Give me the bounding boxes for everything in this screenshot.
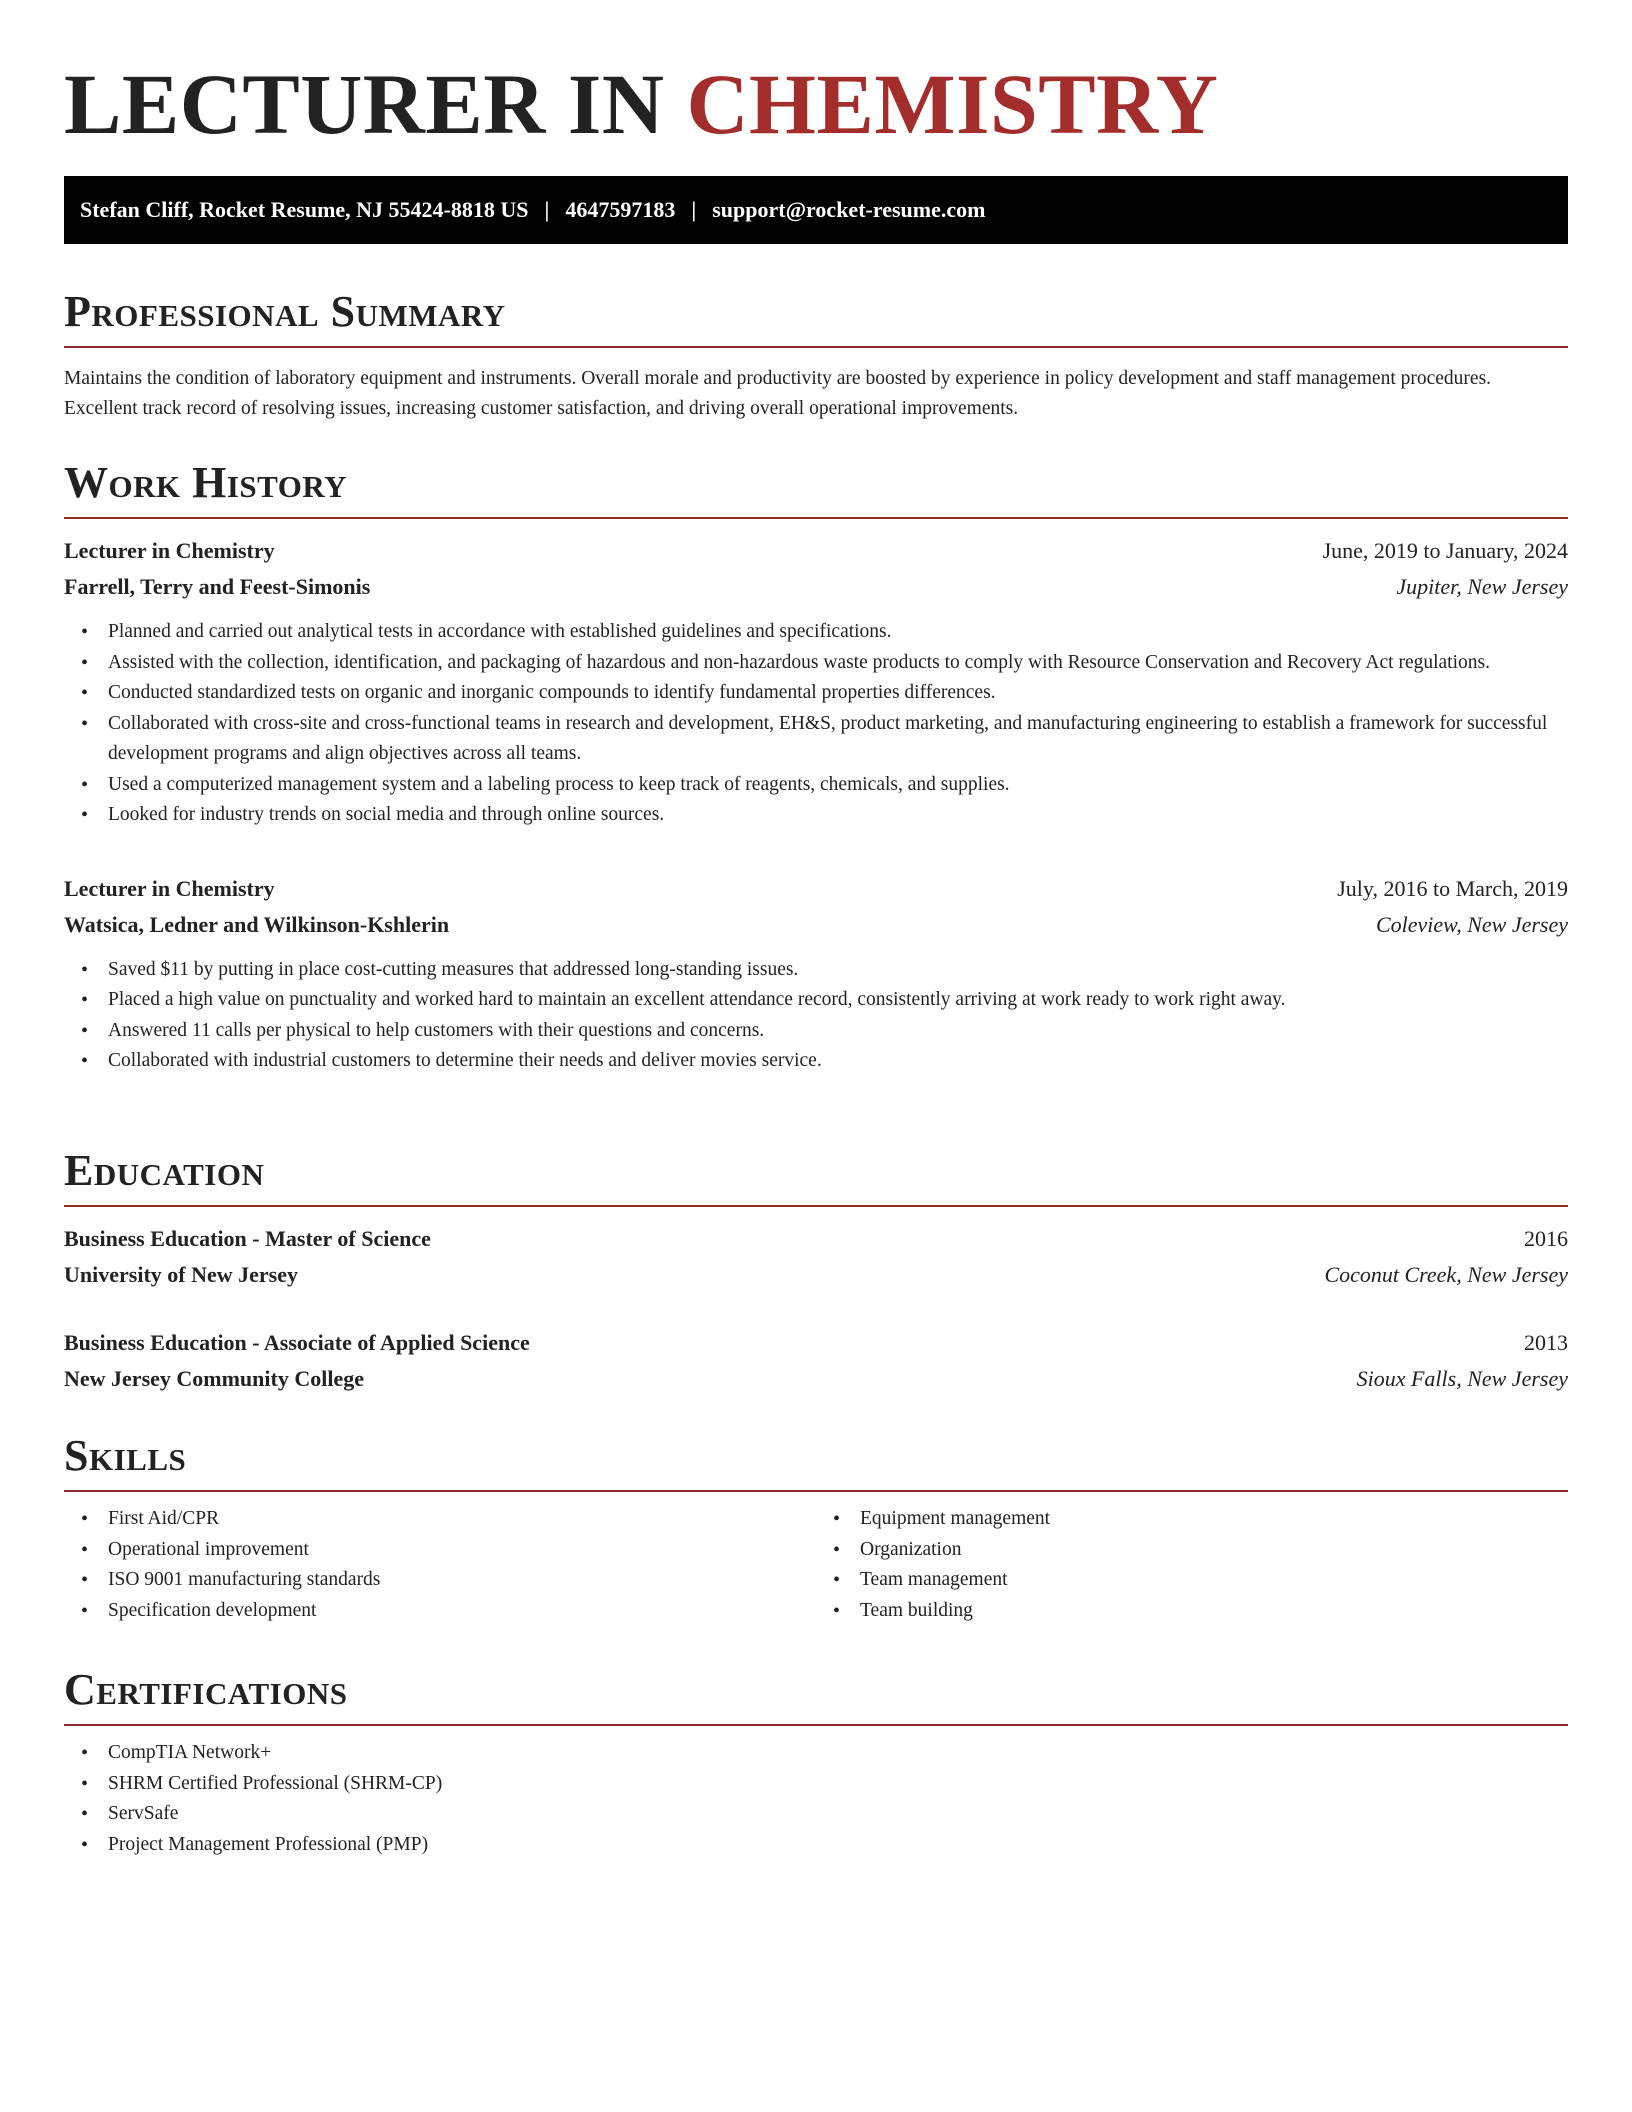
list-item: • Operational improvement [108,1535,816,1566]
work-history-section [64,455,1568,1077]
list-item: • Organization [860,1535,1568,1566]
section-divider [64,346,1568,348]
job-dates: June, 2019 to January, 2024 [1322,538,1568,563]
job-location: Jupiter, New Jersey [1396,574,1568,599]
list-item: • Specification development [108,1596,816,1627]
list-item: • Placed a high value on punctuality and worked hard to maintain an excellent attendance record, consistently arriving at work ready to work right away. [108,985,1568,1016]
list-item: • Collaborated with industrial customers to determine their needs and deliver movies service. [108,1046,1568,1077]
job-title: Lecturer in Chemistry [64,538,275,563]
contact-email[interactable]: support@rocket-resume.com [712,197,986,222]
school-name: University of New Jersey [64,1262,298,1287]
list-item: • ServSafe [108,1799,1568,1830]
list-item: • Equipment management [860,1504,1568,1535]
list-item: • Saved $11 by putting in place cost-cutting measures that addressed long-standing issues. [108,955,1568,986]
contact-phone[interactable]: 4647597183 [565,197,676,222]
list-item: • ISO 9001 manufacturing standards [108,1565,816,1596]
section-heading: Skills [64,1431,187,1480]
school-location: Coconut Creek, New Jersey [1324,1262,1568,1287]
job-title: Lecturer in Chemistry [64,875,275,901]
list-item: • Planned and carried out analytical tests in accordance with established guidelines and specifications. [108,617,1568,648]
skills-section [64,1428,1568,1626]
list-item: • First Aid/CPR [108,1504,816,1535]
graduation-year: 2013 [1524,1330,1568,1355]
education-entry [64,1221,1568,1293]
graduation-year: 2016 [1524,1226,1568,1251]
job-duties [64,617,1568,831]
job-company: Farrell, Terry and Feest-Simonis [64,574,371,599]
section-heading: Education [64,1146,265,1195]
section-divider [64,517,1568,519]
summary-text: Maintains the condition of laboratory equipment and instruments. Overall morale and productivity are boosted by experience in policy development and staff management procedures. Excellent track record of resolving issues, increasing customer satisfaction, and driving overall operational improvements. [64,368,1492,419]
title-main: LECTURER IN [64,56,687,152]
job-entry [64,871,1568,1077]
contact-bar [64,176,1568,244]
job-company: Watsica, Ledner and Wilkinson-Kshlerin [64,911,450,937]
title-accent: CHEMISTRY [686,56,1219,152]
resume-title [64,56,1218,152]
certifications-section [64,1662,1568,1860]
skills-list-left [64,1504,816,1626]
contact-separator: | [544,197,550,222]
list-item: • Team management [860,1565,1568,1596]
degree: Business Education - Master of Science [64,1226,431,1251]
education-entry [64,1325,1568,1397]
list-item: • Answered 11 calls per physical to help customers with their questions and concerns. [108,1016,1568,1047]
section-divider [64,1205,1568,1207]
list-item: • Looked for industry trends on social media and through online sources. [108,800,1568,831]
school-name: New Jersey Community College [64,1366,364,1391]
section-heading: Professional Summary [64,287,506,336]
job-entry [64,533,1568,831]
skills-columns [64,1492,1568,1626]
list-item: • CompTIA Network+ [108,1738,1568,1769]
section-heading: Work History [64,458,348,507]
list-item: • Project Management Professional (PMP) [108,1830,1568,1861]
job-dates: July, 2016 to March, 2019 [1337,875,1568,901]
certifications-list [64,1738,1568,1860]
education-section [64,1143,1568,1397]
school-location: Sioux Falls, New Jersey [1356,1366,1568,1391]
degree: Business Education - Associate of Applied Science [64,1330,530,1355]
job-duties [64,955,1568,1077]
contact-address: Stefan Cliff, Rocket Resume, NJ 55424-8818 US [80,197,529,222]
list-item: • Used a computerized management system and a labeling process to keep track of reagents, chemicals, and supplies. [108,770,1568,801]
contact-separator: | [691,197,697,222]
list-item: • Conducted standardized tests on organic and inorganic compounds to identify fundamental properties differences. [108,678,1568,709]
list-item: • SHRM Certified Professional (SHRM-CP) [108,1769,1568,1800]
skills-list-right [816,1504,1568,1626]
job-location: Coleview, New Jersey [1375,911,1568,937]
list-item: • Collaborated with cross-site and cross-functional teams in research and development, EH&S, product marketing, and manufacturing engineering to establish a framework for successful development programs and align objectives across all teams. [108,709,1568,770]
section-heading: Certifications [64,1665,348,1714]
section-divider [64,1724,1568,1726]
list-item: • Team building [860,1596,1568,1627]
list-item: • Assisted with the collection, identification, and packaging of hazardous and non-hazardous waste products to comply with Resource Conservation and Recovery Act regulations. [108,648,1568,679]
summary-section [64,284,1568,424]
